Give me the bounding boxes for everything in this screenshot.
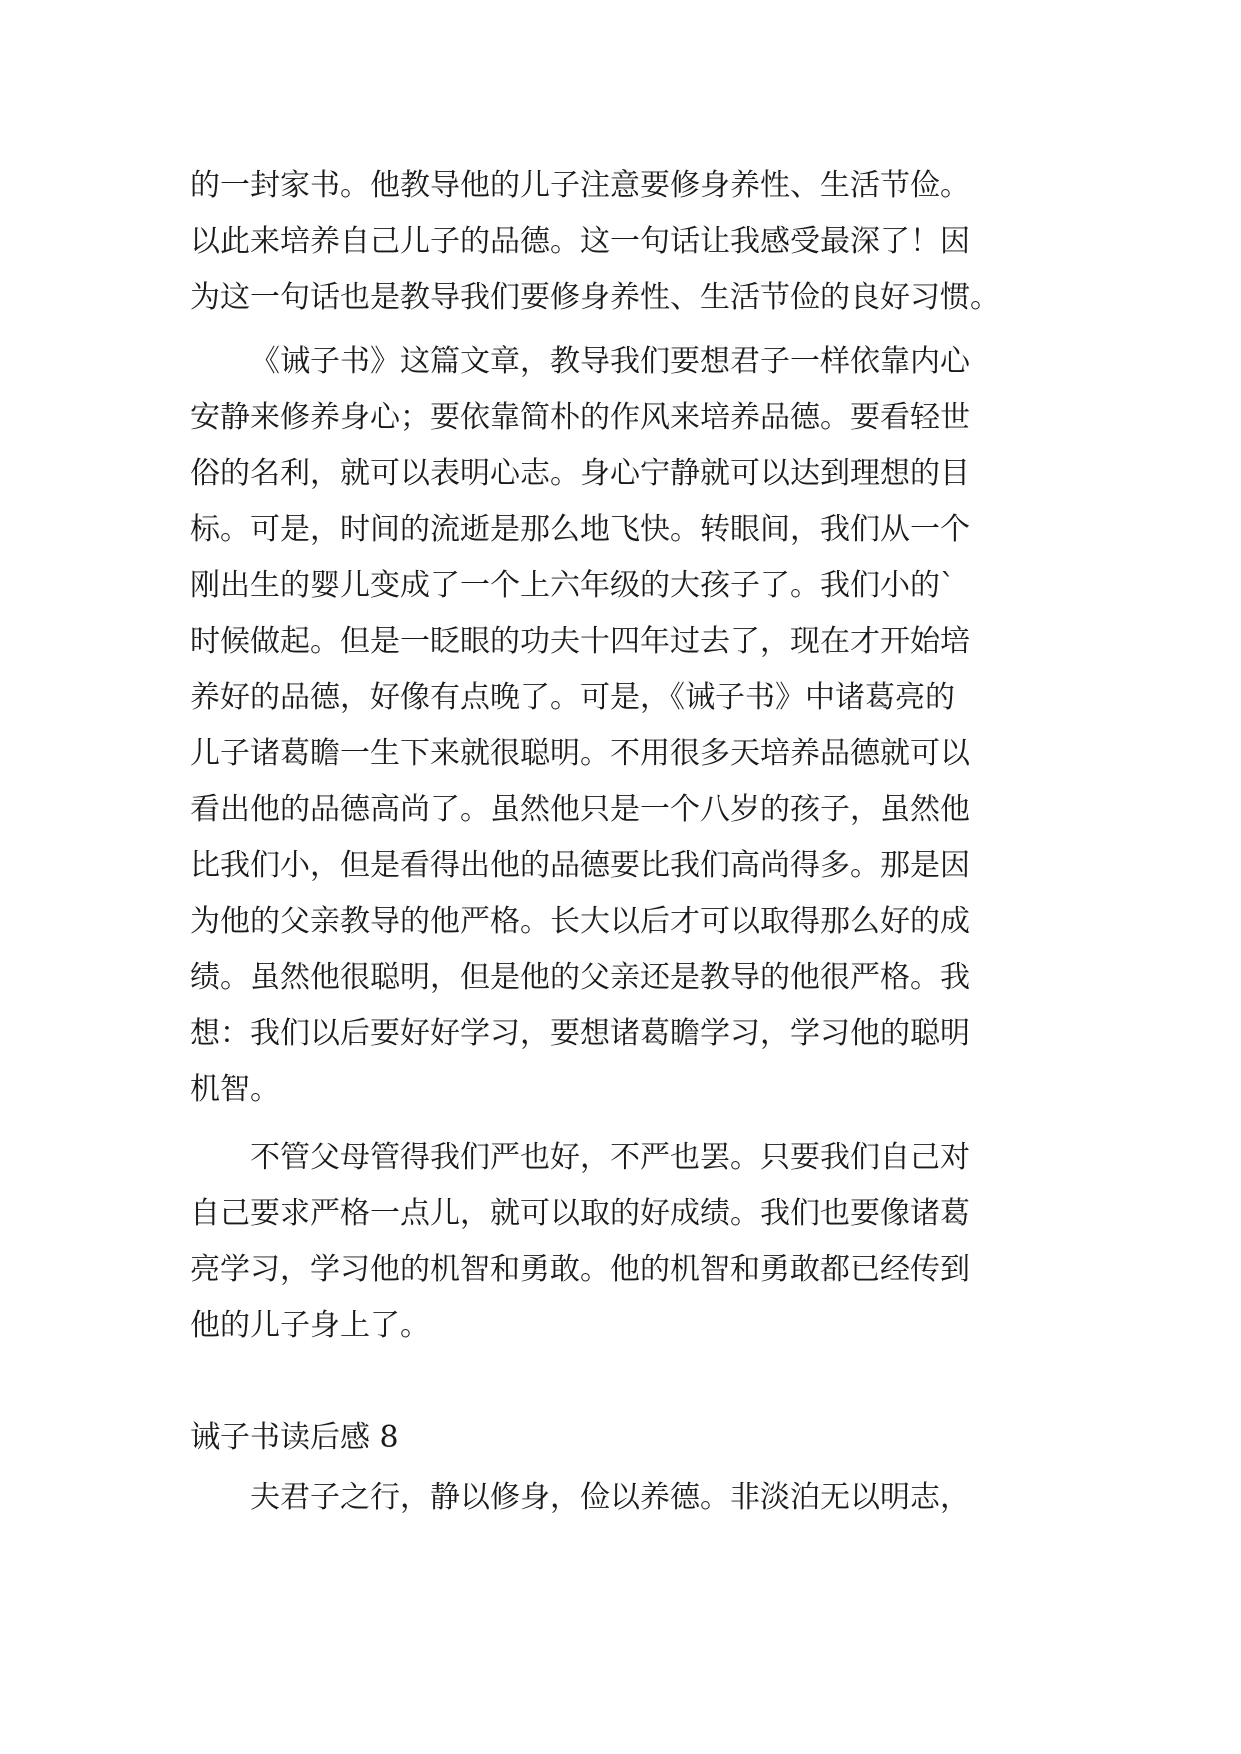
text-line: 自己要求严格一点儿，就可以取的好成绩。我们也要像诸葛 (190, 1196, 970, 1231)
text-line: 绩。虽然他很聪明，但是他的父亲还是教导的他很严格。我 (190, 960, 970, 995)
text-line: 俗的名利，就可以表明心志。身心宁静就可以达到理想的目 (190, 456, 970, 491)
text-line: 为他的父亲教导的他严格。长大以后才可以取得那么好的成 (190, 904, 970, 939)
section-heading: 诫子书读后感 8 (190, 1420, 399, 1455)
text-line: 养好的品德，好像有点晚了。可是，《诫子书》中诸葛亮的 (190, 680, 955, 715)
paragraph-first-line: 《诫子书》这篇文章，教导我们要想君子一样依靠内心 (250, 344, 970, 379)
text-line: 看出他的品德高尚了。虽然他只是一个八岁的孩子，虽然他 (190, 792, 970, 827)
text-line: 儿子诸葛瞻一生下来就很聪明。不用很多天培养品德就可以 (190, 736, 970, 771)
text-line: 的一封家书。他教导他的儿子注意要修身养性、生活节俭。 (190, 168, 970, 203)
text-line: 为这一句话也是教导我们要修身养性、生活节俭的良好习惯。 (190, 280, 1000, 315)
paragraph-first-line: 不管父母管得我们严也好，不严也罢。只要我们自己对 (250, 1140, 970, 1175)
text-line: 比我们小，但是看得出他的品德要比我们高尚得多。那是因 (190, 848, 970, 883)
text-line: 亮学习，学习他的机智和勇敢。他的机智和勇敢都已经传到 (190, 1252, 970, 1287)
text-line: 刚出生的婴儿变成了一个上六年级的大孩子了。我们小的` (190, 568, 955, 603)
text-line: 安静来修养身心；要依靠简朴的作风来培养品德。要看轻世 (190, 400, 970, 435)
paragraph-first-line: 夫君子之行，静以修身，俭以养德。非淡泊无以明志， (250, 1480, 970, 1515)
text-line: 标。可是，时间的流逝是那么地飞快。转眼间，我们从一个 (190, 512, 970, 547)
text-line: 他的儿子身上了。 (190, 1308, 430, 1343)
text-line: 机智。 (190, 1072, 280, 1107)
text-line: 想：我们以后要好好学习，要想诸葛瞻学习，学习他的聪明 (190, 1016, 970, 1051)
text-line: 以此来培养自己儿子的品德。这一句话让我感受最深了！因 (190, 224, 970, 259)
text-line: 时候做起。但是一眨眼的功夫十四年过去了，现在才开始培 (190, 624, 970, 659)
